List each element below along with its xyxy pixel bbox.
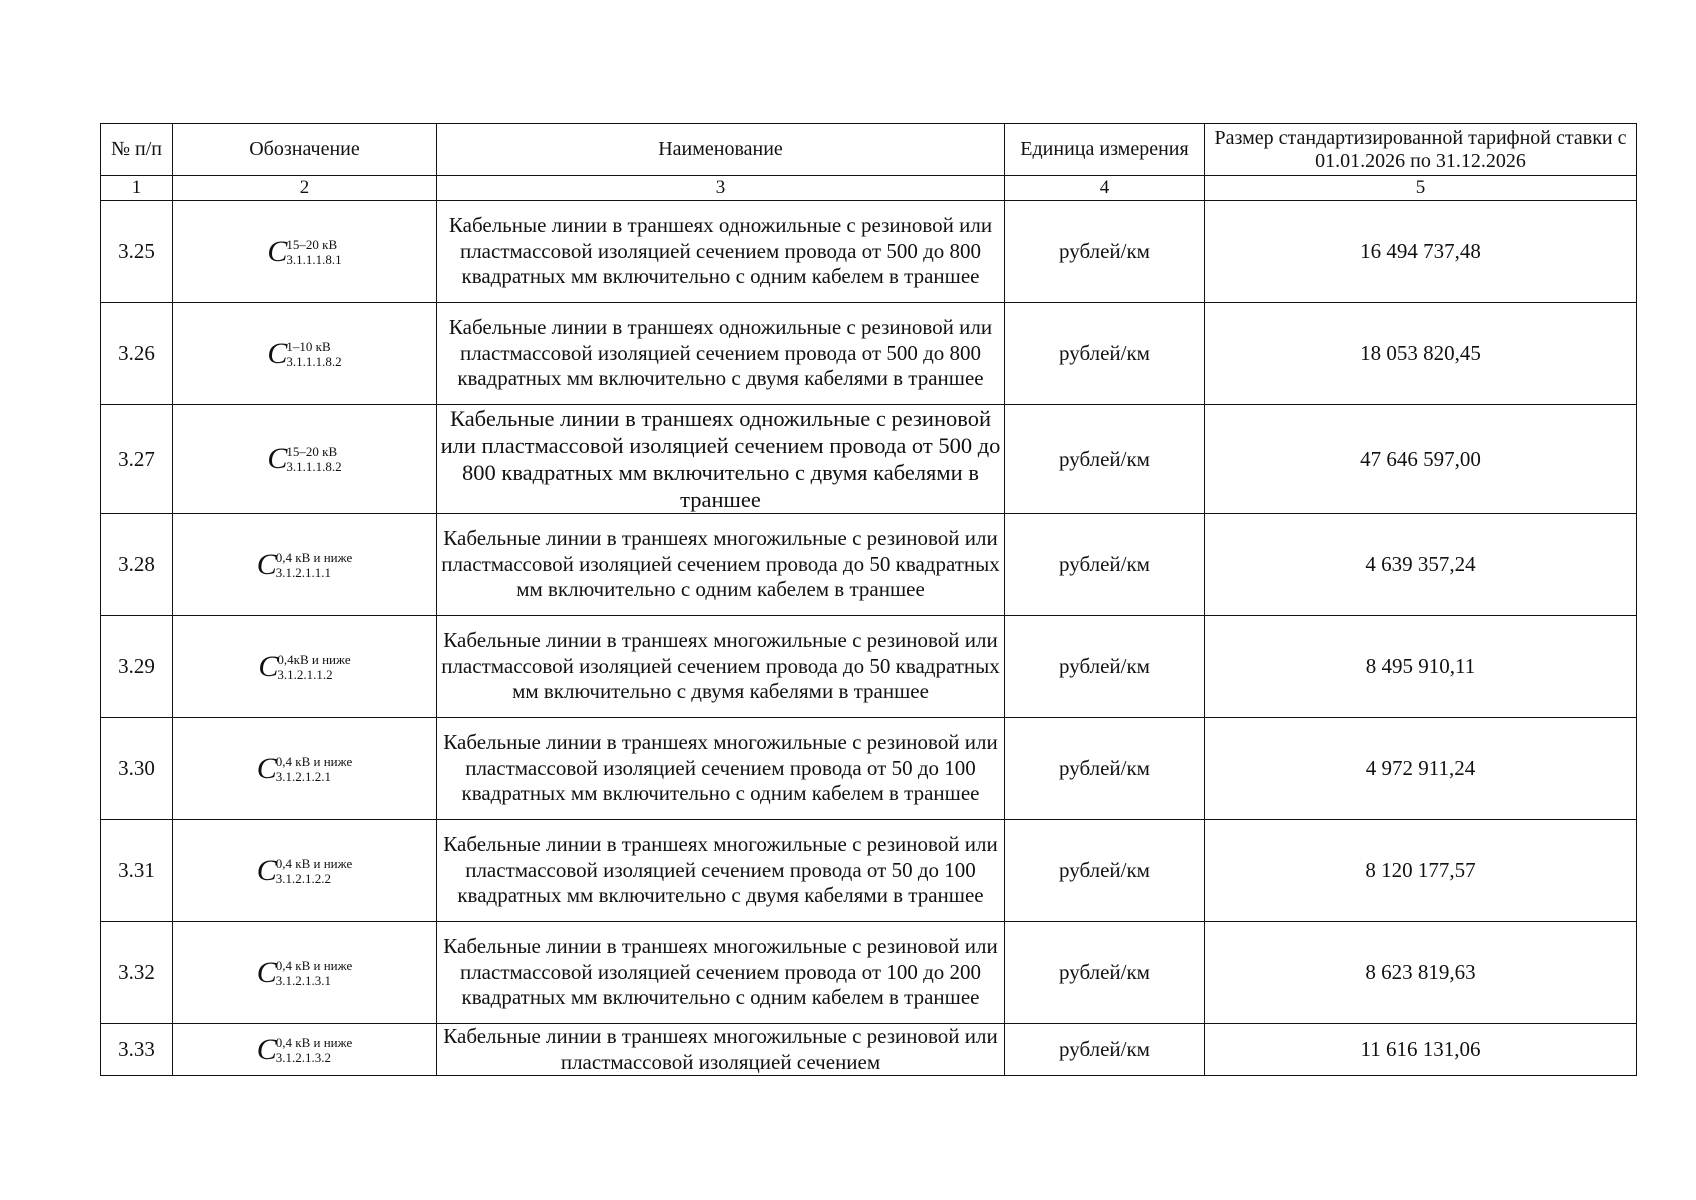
symbol-subscript: 3.1.2.1.2.1 bbox=[275, 768, 332, 784]
column-number: 4 bbox=[1005, 176, 1205, 201]
table-row bbox=[101, 718, 1637, 820]
symbol-superscript: 0,4 кВ и ниже bbox=[275, 855, 353, 871]
row-number: 3.29 bbox=[101, 616, 173, 718]
symbol-subscript: 3.1.1.1.8.2 bbox=[286, 353, 342, 369]
designation-cell bbox=[173, 1024, 437, 1076]
designation-cell bbox=[173, 303, 437, 405]
item-name: Кабельные линии в траншеях многожильные с резиновой или пластмассовой изоляцией сечением провода от 50 до 100 квадратных мм включительно с одним кабелем в траншее bbox=[437, 718, 1005, 820]
designation-cell bbox=[173, 616, 437, 718]
column-number: 2 bbox=[173, 176, 437, 201]
symbol-subscript: 3.1.1.1.8.1 bbox=[286, 251, 342, 267]
table-row bbox=[101, 616, 1637, 718]
designation-cell bbox=[173, 922, 437, 1024]
price-cell: 11 616 131,06 bbox=[1205, 1024, 1637, 1076]
row-number: 3.28 bbox=[101, 514, 173, 616]
row-number: 3.27 bbox=[101, 405, 173, 514]
header-designation: Обозначение bbox=[173, 124, 437, 176]
symbol-superscript: 0,4 кВ и ниже bbox=[275, 549, 353, 565]
price-cell: 4 972 911,24 bbox=[1205, 718, 1637, 820]
symbol-superscript: 1–10 кВ bbox=[286, 338, 331, 354]
item-name: Кабельные линии в траншеях многожильные с резиновой или пластмассовой изоляцией сечением провода от 50 до 100 квадратных мм включительно с двумя кабелями в траншее bbox=[437, 820, 1005, 922]
price-cell: 8 623 819,63 bbox=[1205, 922, 1637, 1024]
designation-cell bbox=[173, 514, 437, 616]
row-number: 3.31 bbox=[101, 820, 173, 922]
table-row bbox=[101, 303, 1637, 405]
designation-cell bbox=[173, 718, 437, 820]
table-row bbox=[101, 1024, 1637, 1076]
column-number: 1 bbox=[101, 176, 173, 201]
symbol-subscript: 3.1.2.1.2.2 bbox=[275, 870, 332, 886]
unit-cell: рублей/км bbox=[1005, 303, 1205, 405]
symbol-subscript: 3.1.2.1.3.2 bbox=[275, 1049, 332, 1065]
header-unit: Единица измерения bbox=[1005, 124, 1205, 176]
row-number: 3.32 bbox=[101, 922, 173, 1024]
item-name: Кабельные линии в траншеях одножильные с резиновой или пластмассовой изоляцией сечением провода от 500 до 800 квадратных мм включительно с двумя кабелями в траншее bbox=[437, 303, 1005, 405]
unit-cell: рублей/км bbox=[1005, 514, 1205, 616]
column-number: 3 bbox=[437, 176, 1005, 201]
item-name: Кабельные линии в траншеях одножильные с резиновой или пластмассовой изоляцией сечением провода от 500 до 800 квадратных мм включительно с двумя кабелями в траншее bbox=[437, 405, 1005, 514]
table-row bbox=[101, 514, 1637, 616]
symbol-subscript: 3.1.2.1.3.1 bbox=[275, 972, 332, 988]
symbol-subscript: 3.1.1.1.8.2 bbox=[286, 459, 342, 474]
unit-cell: рублей/км bbox=[1005, 616, 1205, 718]
tariff-symbol: C 0,4кВ и ниже 3.1.2.1.1.2 bbox=[258, 649, 351, 683]
tariff-table bbox=[100, 123, 1637, 1076]
tariff-symbol: C 0,4 кВ и ниже 3.1.2.1.2.2 bbox=[256, 853, 353, 887]
symbol-subscript: 3.1.2.1.1.2 bbox=[277, 666, 333, 682]
tariff-symbol: C 0,4 кВ и ниже 3.1.2.1.3.2 bbox=[256, 1032, 353, 1066]
row-number: 3.25 bbox=[101, 201, 173, 303]
item-name: Кабельные линии в траншеях многожильные с резиновой или пластмассовой изоляцией сечением провода до 50 квадратных мм включительно с двумя кабелями в траншее bbox=[437, 616, 1005, 718]
item-name: Кабельные линии в траншеях многожильные с резиновой или пластмассовой изоляцией сечением bbox=[437, 1024, 1005, 1076]
table-row bbox=[101, 820, 1637, 922]
symbol-subscript: 3.1.2.1.1.1 bbox=[275, 564, 332, 580]
column-numbers-row bbox=[101, 176, 1637, 201]
price-cell: 18 053 820,45 bbox=[1205, 303, 1637, 405]
symbol-superscript: 0,4 кВ и ниже bbox=[275, 957, 353, 973]
tariff-symbol: C 15–20 кВ 3.1.1.1.8.1 bbox=[267, 234, 342, 268]
column-number: 5 bbox=[1205, 176, 1637, 201]
tariff-symbol: C 15–20 кВ 3.1.1.1.8.2 bbox=[267, 442, 342, 475]
symbol-superscript: 15–20 кВ bbox=[286, 236, 338, 252]
item-name: Кабельные линии в траншеях одножильные с резиновой или пластмассовой изоляцией сечением провода от 500 до 800 квадратных мм включительно с одним кабелем в траншее bbox=[437, 201, 1005, 303]
tariff-symbol: C 0,4 кВ и ниже 3.1.2.1.2.1 bbox=[256, 751, 353, 785]
item-name: Кабельные линии в траншеях многожильные с резиновой или пластмассовой изоляцией сечением провода от 100 до 200 квадратных мм включительно с одним кабелем в траншее bbox=[437, 922, 1005, 1024]
row-number: 3.26 bbox=[101, 303, 173, 405]
unit-cell: рублей/км bbox=[1005, 201, 1205, 303]
row-number: 3.30 bbox=[101, 718, 173, 820]
header-name: Наименование bbox=[437, 124, 1005, 176]
tariff-symbol: C 0,4 кВ и ниже 3.1.2.1.1.1 bbox=[256, 547, 353, 581]
symbol-superscript: 0,4кВ и ниже bbox=[277, 651, 351, 667]
symbol-superscript: 0,4 кВ и ниже bbox=[275, 753, 353, 769]
unit-cell: рублей/км bbox=[1005, 820, 1205, 922]
table-row bbox=[101, 922, 1637, 1024]
unit-cell: рублей/км bbox=[1005, 1024, 1205, 1076]
header-row bbox=[101, 124, 1637, 176]
item-name: Кабельные линии в траншеях многожильные с резиновой или пластмассовой изоляцией сечением провода до 50 квадратных мм включительно с одним кабелем в траншее bbox=[437, 514, 1005, 616]
designation-cell bbox=[173, 820, 437, 922]
price-cell: 47 646 597,00 bbox=[1205, 405, 1637, 514]
price-cell: 8 495 910,11 bbox=[1205, 616, 1637, 718]
tariff-symbol: C 1–10 кВ 3.1.1.1.8.2 bbox=[267, 336, 342, 370]
price-cell: 16 494 737,48 bbox=[1205, 201, 1637, 303]
table-row bbox=[101, 405, 1637, 514]
symbol-superscript: 15–20 кВ bbox=[286, 444, 338, 459]
tariff-symbol: C 0,4 кВ и ниже 3.1.2.1.3.1 bbox=[256, 955, 353, 989]
header-rate: Размер стандартизированной тарифной ставки с 01.01.2026 по 31.12.2026 bbox=[1205, 124, 1637, 176]
table-row bbox=[101, 201, 1637, 303]
row-number: 3.33 bbox=[101, 1024, 173, 1076]
designation-cell bbox=[173, 201, 437, 303]
unit-cell: рублей/км bbox=[1005, 922, 1205, 1024]
unit-cell: рублей/км bbox=[1005, 405, 1205, 514]
price-cell: 4 639 357,24 bbox=[1205, 514, 1637, 616]
designation-cell bbox=[173, 405, 437, 514]
header-num: № п/п bbox=[101, 124, 173, 176]
unit-cell: рублей/км bbox=[1005, 718, 1205, 820]
symbol-superscript: 0,4 кВ и ниже bbox=[275, 1034, 353, 1050]
price-cell: 8 120 177,57 bbox=[1205, 820, 1637, 922]
